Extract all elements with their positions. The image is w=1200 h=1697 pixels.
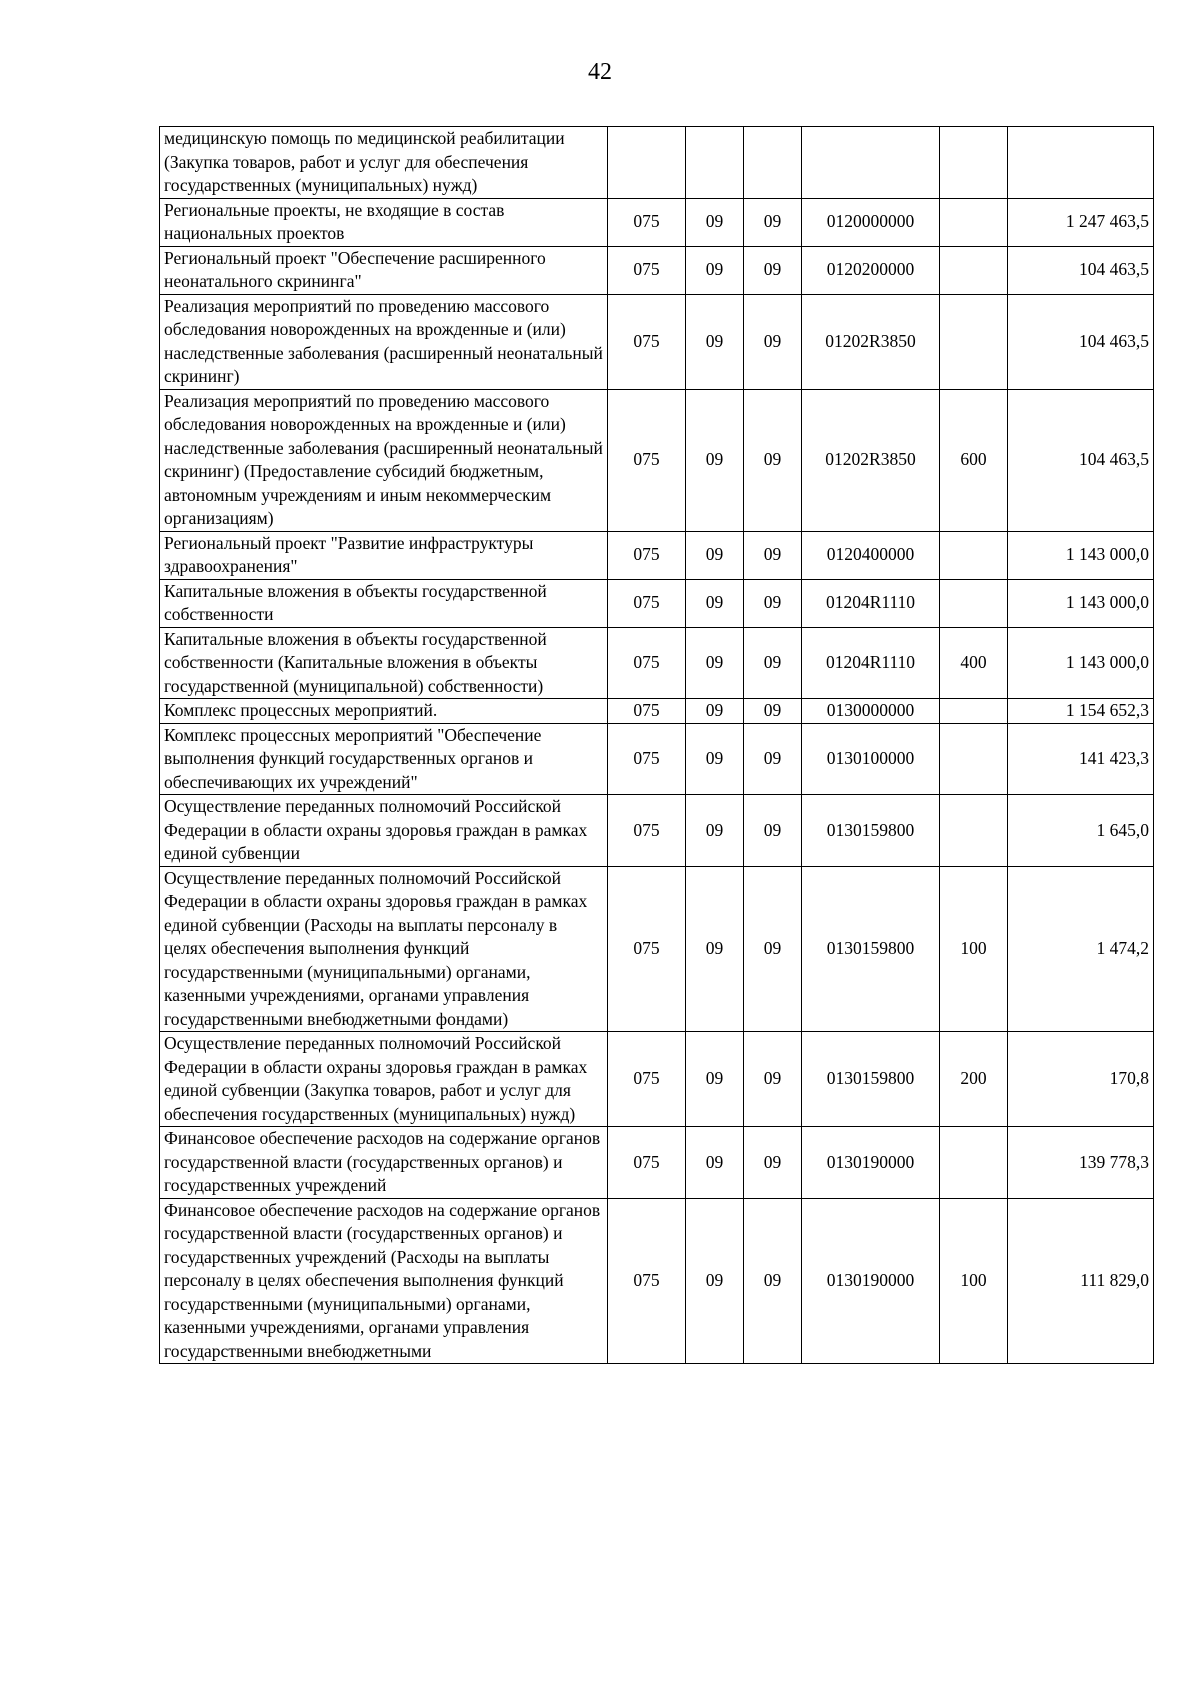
table-row bbox=[160, 198, 1154, 246]
row-admin-code: 075 bbox=[608, 294, 686, 389]
table-row bbox=[160, 1127, 1154, 1199]
row-description: Осуществление переданных полномочий Российской Федерации в области охраны здоровья граждан в рамках единой субвенции bbox=[160, 795, 608, 867]
table-row bbox=[160, 795, 1154, 867]
row-description: Комплекс процессных мероприятий "Обеспечение выполнения функций государственных органов и обеспечивающих их учреждений" bbox=[160, 723, 608, 795]
row-admin-code: 075 bbox=[608, 866, 686, 1032]
row-subsection-code: 09 bbox=[744, 723, 802, 795]
row-subsection-code: 09 bbox=[744, 294, 802, 389]
row-amount: 170,8 bbox=[1008, 1032, 1154, 1127]
row-expense-type-code: 600 bbox=[940, 389, 1008, 531]
row-subsection-code: 09 bbox=[744, 866, 802, 1032]
row-admin-code: 075 bbox=[608, 389, 686, 531]
row-section-code: 09 bbox=[686, 531, 744, 579]
row-amount bbox=[1008, 127, 1154, 199]
row-subsection-code: 09 bbox=[744, 627, 802, 699]
table-row bbox=[160, 389, 1154, 531]
row-subsection-code: 09 bbox=[744, 699, 802, 724]
row-section-code: 09 bbox=[686, 294, 744, 389]
row-section-code: 09 bbox=[686, 627, 744, 699]
row-description: Региональные проекты, не входящие в состав национальных проектов bbox=[160, 198, 608, 246]
row-admin-code: 075 bbox=[608, 723, 686, 795]
table-row bbox=[160, 531, 1154, 579]
row-target-article-code: 01202R3850 bbox=[802, 294, 940, 389]
row-target-article-code: 0130190000 bbox=[802, 1198, 940, 1364]
row-section-code: 09 bbox=[686, 389, 744, 531]
row-subsection-code: 09 bbox=[744, 1127, 802, 1199]
row-description: Осуществление переданных полномочий Российской Федерации в области охраны здоровья граждан в рамках единой субвенции (Расходы на выплаты персоналу в целях обеспечения выполнения функций государственными (муниципальными) органами, казенными учреждениями, органами управления государственными внебюджетными фондами) bbox=[160, 866, 608, 1032]
row-expense-type-code bbox=[940, 795, 1008, 867]
row-amount: 141 423,3 bbox=[1008, 723, 1154, 795]
row-amount: 1 143 000,0 bbox=[1008, 627, 1154, 699]
row-description: Финансовое обеспечение расходов на содержание органов государственной власти (государственных органов) и государственных учреждений bbox=[160, 1127, 608, 1199]
table-row bbox=[160, 294, 1154, 389]
row-subsection-code: 09 bbox=[744, 1032, 802, 1127]
table-row bbox=[160, 579, 1154, 627]
row-expense-type-code bbox=[940, 198, 1008, 246]
row-description: Реализация мероприятий по проведению массового обследования новорожденных на врожденные и (или) наследственные заболевания (расширенный неонатальный скрининг) (Предоставление субсидий бюджетным, автономным учреждениям и иным некоммерческим организациям) bbox=[160, 389, 608, 531]
row-section-code: 09 bbox=[686, 723, 744, 795]
row-admin-code: 075 bbox=[608, 246, 686, 294]
row-section-code: 09 bbox=[686, 1032, 744, 1127]
row-target-article-code: 0130159800 bbox=[802, 866, 940, 1032]
row-admin-code: 075 bbox=[608, 699, 686, 724]
row-description: Капитальные вложения в объекты государственной собственности bbox=[160, 579, 608, 627]
row-target-article-code: 0120200000 bbox=[802, 246, 940, 294]
row-description: Реализация мероприятий по проведению массового обследования новорожденных на врожденные и (или) наследственные заболевания (расширенный неонатальный скрининг) bbox=[160, 294, 608, 389]
row-subsection-code: 09 bbox=[744, 1198, 802, 1364]
row-expense-type-code bbox=[940, 579, 1008, 627]
budget-table bbox=[159, 126, 1154, 1364]
row-admin-code: 075 bbox=[608, 1032, 686, 1127]
row-description: медицинскую помощь по медицинской реабилитации (Закупка товаров, работ и услуг для обеспечения государственных (муниципальных) нужд) bbox=[160, 127, 608, 199]
row-expense-type-code bbox=[940, 127, 1008, 199]
row-description: Региональный проект "Развитие инфраструктуры здравоохранения" bbox=[160, 531, 608, 579]
row-subsection-code: 09 bbox=[744, 795, 802, 867]
table-row bbox=[160, 866, 1154, 1032]
row-expense-type-code bbox=[940, 294, 1008, 389]
row-expense-type-code: 200 bbox=[940, 1032, 1008, 1127]
row-admin-code: 075 bbox=[608, 198, 686, 246]
row-amount: 104 463,5 bbox=[1008, 246, 1154, 294]
row-expense-type-code bbox=[940, 531, 1008, 579]
row-admin-code: 075 bbox=[608, 531, 686, 579]
table-row bbox=[160, 627, 1154, 699]
row-subsection-code bbox=[744, 127, 802, 199]
row-admin-code: 075 bbox=[608, 795, 686, 867]
row-expense-type-code: 400 bbox=[940, 627, 1008, 699]
row-section-code bbox=[686, 127, 744, 199]
row-admin-code: 075 bbox=[608, 1198, 686, 1364]
row-subsection-code: 09 bbox=[744, 579, 802, 627]
row-amount: 104 463,5 bbox=[1008, 294, 1154, 389]
row-amount: 1 143 000,0 bbox=[1008, 531, 1154, 579]
row-amount: 1 247 463,5 bbox=[1008, 198, 1154, 246]
row-target-article-code bbox=[802, 127, 940, 199]
row-section-code: 09 bbox=[686, 198, 744, 246]
row-description: Комплекс процессных мероприятий. bbox=[160, 699, 608, 724]
row-expense-type-code: 100 bbox=[940, 1198, 1008, 1364]
row-description: Осуществление переданных полномочий Российской Федерации в области охраны здоровья граждан в рамках единой субвенции (Закупка товаров, работ и услуг для обеспечения государственных (муниципальных) нужд) bbox=[160, 1032, 608, 1127]
row-admin-code: 075 bbox=[608, 1127, 686, 1199]
table-row bbox=[160, 699, 1154, 724]
page-number: 42 bbox=[588, 59, 612, 85]
row-description: Региональный проект "Обеспечение расширенного неонатального скрининга" bbox=[160, 246, 608, 294]
row-target-article-code: 0130190000 bbox=[802, 1127, 940, 1199]
row-expense-type-code bbox=[940, 1127, 1008, 1199]
row-target-article-code: 0130159800 bbox=[802, 795, 940, 867]
row-section-code: 09 bbox=[686, 866, 744, 1032]
row-admin-code: 075 bbox=[608, 627, 686, 699]
row-description: Финансовое обеспечение расходов на содержание органов государственной власти (государственных органов) и государственных учреждений (Расходы на выплаты персоналу в целях обеспечения выполнения функций государственными (муниципальными) органами, казенными учреждениями, органами управления государственными внебюджетными bbox=[160, 1198, 608, 1364]
row-target-article-code: 0120000000 bbox=[802, 198, 940, 246]
row-section-code: 09 bbox=[686, 1127, 744, 1199]
row-target-article-code: 0130100000 bbox=[802, 723, 940, 795]
row-target-article-code: 01204R1110 bbox=[802, 579, 940, 627]
row-amount: 1 154 652,3 bbox=[1008, 699, 1154, 724]
row-admin-code: 075 bbox=[608, 579, 686, 627]
row-section-code: 09 bbox=[686, 246, 744, 294]
row-section-code: 09 bbox=[686, 699, 744, 724]
row-expense-type-code: 100 bbox=[940, 866, 1008, 1032]
row-amount: 111 829,0 bbox=[1008, 1198, 1154, 1364]
row-subsection-code: 09 bbox=[744, 246, 802, 294]
row-target-article-code: 0130000000 bbox=[802, 699, 940, 724]
row-subsection-code: 09 bbox=[744, 198, 802, 246]
row-expense-type-code bbox=[940, 699, 1008, 724]
row-description: Капитальные вложения в объекты государственной собственности (Капитальные вложения в объекты государственной (муниципальной) собственности) bbox=[160, 627, 608, 699]
row-section-code: 09 bbox=[686, 1198, 744, 1364]
row-amount: 1 143 000,0 bbox=[1008, 579, 1154, 627]
row-amount: 1 474,2 bbox=[1008, 866, 1154, 1032]
row-admin-code bbox=[608, 127, 686, 199]
row-target-article-code: 0120400000 bbox=[802, 531, 940, 579]
table-row bbox=[160, 246, 1154, 294]
row-section-code: 09 bbox=[686, 795, 744, 867]
table-row bbox=[160, 1032, 1154, 1127]
row-subsection-code: 09 bbox=[744, 531, 802, 579]
row-expense-type-code bbox=[940, 246, 1008, 294]
row-section-code: 09 bbox=[686, 579, 744, 627]
row-subsection-code: 09 bbox=[744, 389, 802, 531]
row-amount: 1 645,0 bbox=[1008, 795, 1154, 867]
row-target-article-code: 01204R1110 bbox=[802, 627, 940, 699]
row-amount: 139 778,3 bbox=[1008, 1127, 1154, 1199]
row-amount: 104 463,5 bbox=[1008, 389, 1154, 531]
table-row bbox=[160, 127, 1154, 199]
budget-table-body bbox=[160, 127, 1154, 1364]
row-target-article-code: 01202R3850 bbox=[802, 389, 940, 531]
table-row bbox=[160, 723, 1154, 795]
table-row bbox=[160, 1198, 1154, 1364]
row-expense-type-code bbox=[940, 723, 1008, 795]
row-target-article-code: 0130159800 bbox=[802, 1032, 940, 1127]
